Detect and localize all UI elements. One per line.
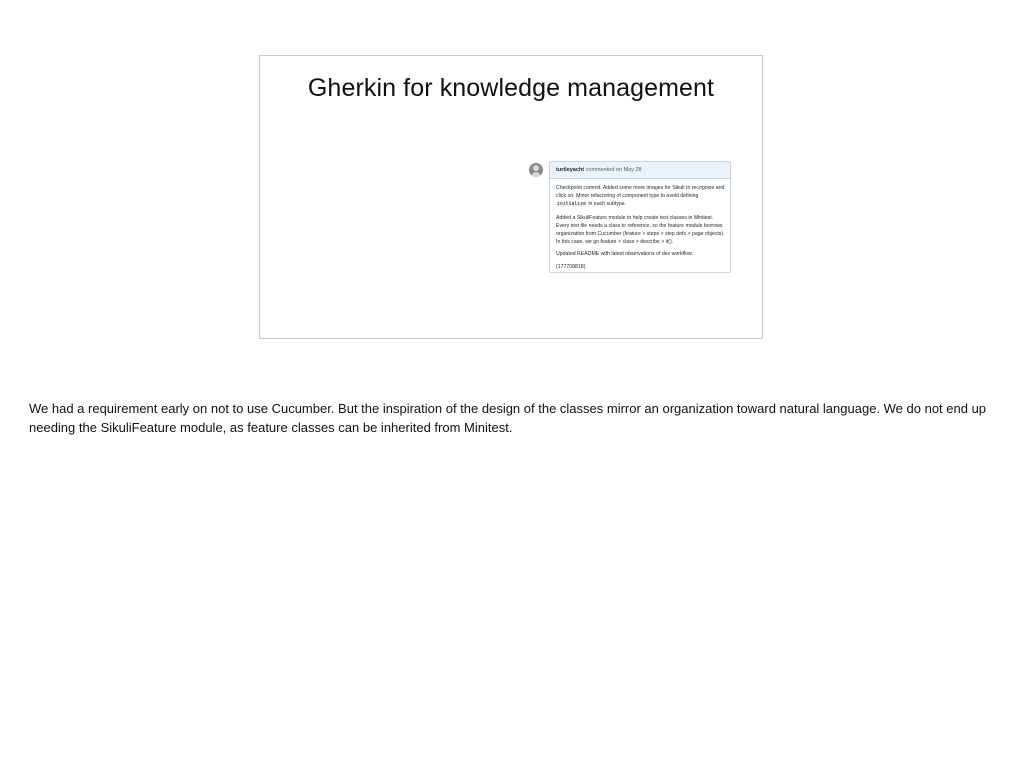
comment-line-rest: in each subtype. [586,201,627,208]
slide-preview [259,55,763,339]
presenter-notes: We had a requirement early on not to use Cucumber. But the inspiration of the design of the classes mirror an organization toward natural language. We do not end up needing the SikuliFeature module, as feature classes can be inherited from Minitest. [29,401,987,435]
inline-code: initialize [557,202,586,208]
comment-paragraph [556,250,724,258]
comment-paragraph [556,214,724,247]
comment-line: In this case, we go feature > class > describe > it(). [556,239,674,246]
avatar-head [533,165,539,171]
avatar [529,163,543,177]
comment-paragraph [556,184,724,210]
comment-line: Every test file needs a class to reference, so the feature module borrows [556,222,723,229]
comment-line [556,200,724,209]
comment-line: organization from Cucumber (feature > steps > step defs > page objects). [556,231,725,238]
comment-screenshot [529,161,731,273]
comment-author: turtleyacht [556,167,585,173]
comment-body [550,179,730,271]
comment-line: click on. Minor refactoring of component type to avoid defining [556,193,699,200]
comment-line: Updated README with latest observations of dev workflow. [556,251,693,258]
comment-line: (177708818) [556,263,586,270]
comment-line: Added a SikuliFeature module to help create test classes in Minitest. [556,214,714,221]
comment-meta: commented on May 28 [585,167,642,173]
comment-box [549,161,731,273]
slide-title: Gherkin for knowledge management [307,74,715,102]
avatar-body [531,172,541,177]
comment-header [550,162,730,179]
comment-line: Checkpoint commit. Added some more images for Sikuli to recognize and [556,185,725,191]
comment-paragraph [556,263,724,271]
